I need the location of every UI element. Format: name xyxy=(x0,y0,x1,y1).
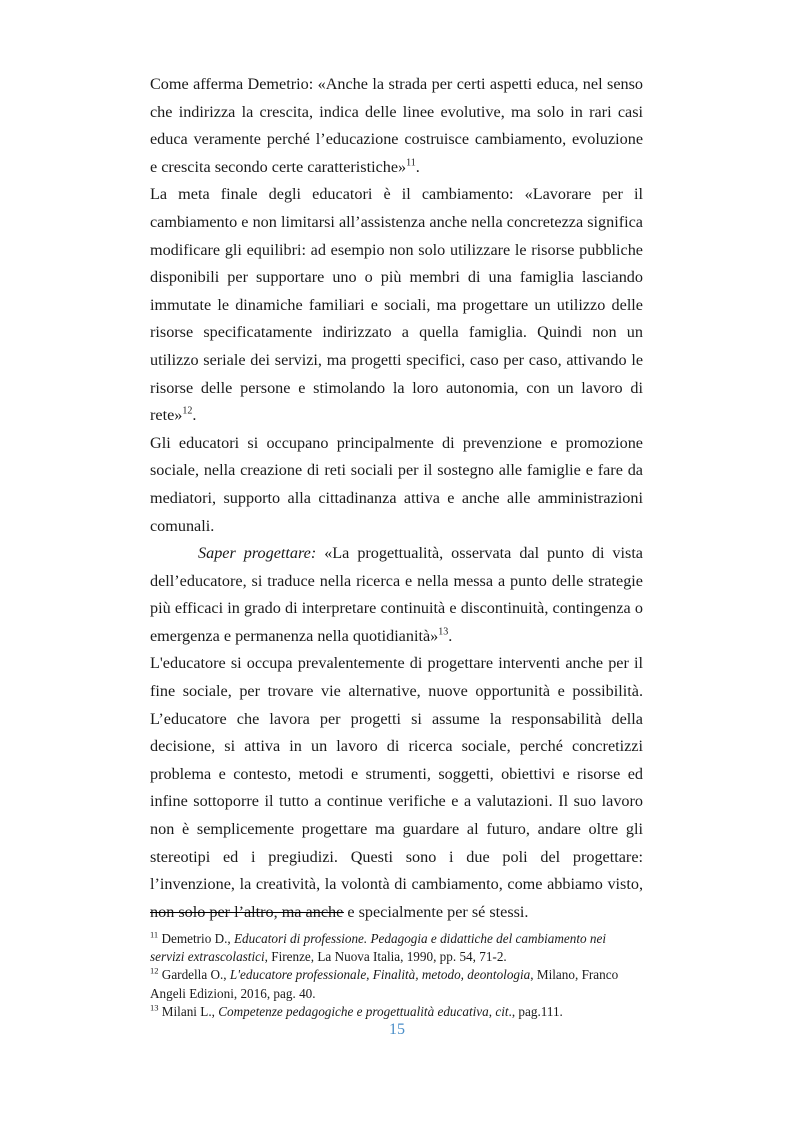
paragraph-4: Saper progettare: «La progettualità, osservata dal punto di vista dell’educatore, si traduce nella ricerca e nella messa a punto delle strategie più efficaci in grado di interpretare continuità e discontinuità, contingenza o emergenza e permanenza nella quotidianità»$^{13}$. xyxy=(150,544,643,645)
footnotes xyxy=(150,930,643,1021)
footnote-13: $^{13}$ Milani L., Competenze pedagogiche e progettualità educativa, cit., pag.111. xyxy=(150,1002,563,1019)
paragraph-5: L'educatore si occupa prevalentemente di progettare interventi anche per il fine sociale, per trovare vie alternative, nuove opportunità e possibilità. L’educatore che lavora per progetti si assume la responsabilità della decisione, si attiva in un lavoro di ricerca sociale, perché concretizzi problema e contesto, metodi e strumenti, soggetti, obiettivi e risorse ed infine sottoporre il tutto a continue verifiche e a valutazioni. Il suo lavoro non è semplicemente progettare ma guardare al futuro, andare oltre gli stereotipi ed i pregiudizi. Questi sono i due poli del progettare: l’invenzione, la creatività, la volontà di cambiamento, come abbiamo visto, non solo per l’altro, ma anche e specialmente per sé stessi. xyxy=(150,654,643,921)
paragraph-1: Come afferma Demetrio: «Anche la strada per certi aspetti educa, nel senso che indirizza la crescita, indica delle linee evolutive, ma solo in rari casi educa veramente perché l’educazione costruisce cambiamento, evoluzione e crescita secondo certe caratteristiche»$^{11}$. xyxy=(150,75,643,176)
footnote-divider xyxy=(150,912,344,913)
footnote-ref-12[interactable]: 12 xyxy=(182,405,193,417)
body-text xyxy=(150,71,643,926)
page-number: 15 xyxy=(389,1021,405,1038)
footnote-11: $^{11}$ Demetrio D., Educatori di professione. Pedagogia e didattiche del cambiamento nei servizi extrascolastici, Firenze, La Nuova Italia, 1990, pp. 54, 71-2. xyxy=(150,929,606,965)
footnote-12: $^{12}$ Gardella O., L'educatore professionale, Finalità, metodo, deontologia, Milano, Franco Angeli Edizioni, 2016, pag. 40. xyxy=(150,966,619,1001)
footnote-ref-11[interactable]: 11 xyxy=(406,157,416,169)
italic-lead: Saper progettare: xyxy=(198,544,317,563)
paragraph-2: La meta finale degli educatori è il cambiamento: «Lavorare per il cambiamento e non limitarsi all’assistenza anche nella concretezza significa modificare gli equilibri: ad esempio non solo utilizzare le risorse pubbliche disponibili per supportare uno o più membri di una famiglia lasciando immutate le dinamiche familiari e sociali, ma progettare un utilizzo delle risorse specificatamente indirizzato a quella famiglia. Quindi non un utilizzo seriale dei servizi, ma progetti specifici, caso per caso, attivando le risorse delle persone e stimolando la loro autonomia, con un lavoro di rete»$^{12}$. xyxy=(150,185,643,425)
paragraph-3: Gli educatori si occupano principalmente di prevenzione e promozione sociale, nella creazione di reti sociali per il sostegno alle famiglie e fare da mediatori, supporto alla cittadinanza attiva e anche alle amministrazioni comunali. xyxy=(150,433,643,535)
footnote-ref-13[interactable]: 13 xyxy=(438,626,449,638)
